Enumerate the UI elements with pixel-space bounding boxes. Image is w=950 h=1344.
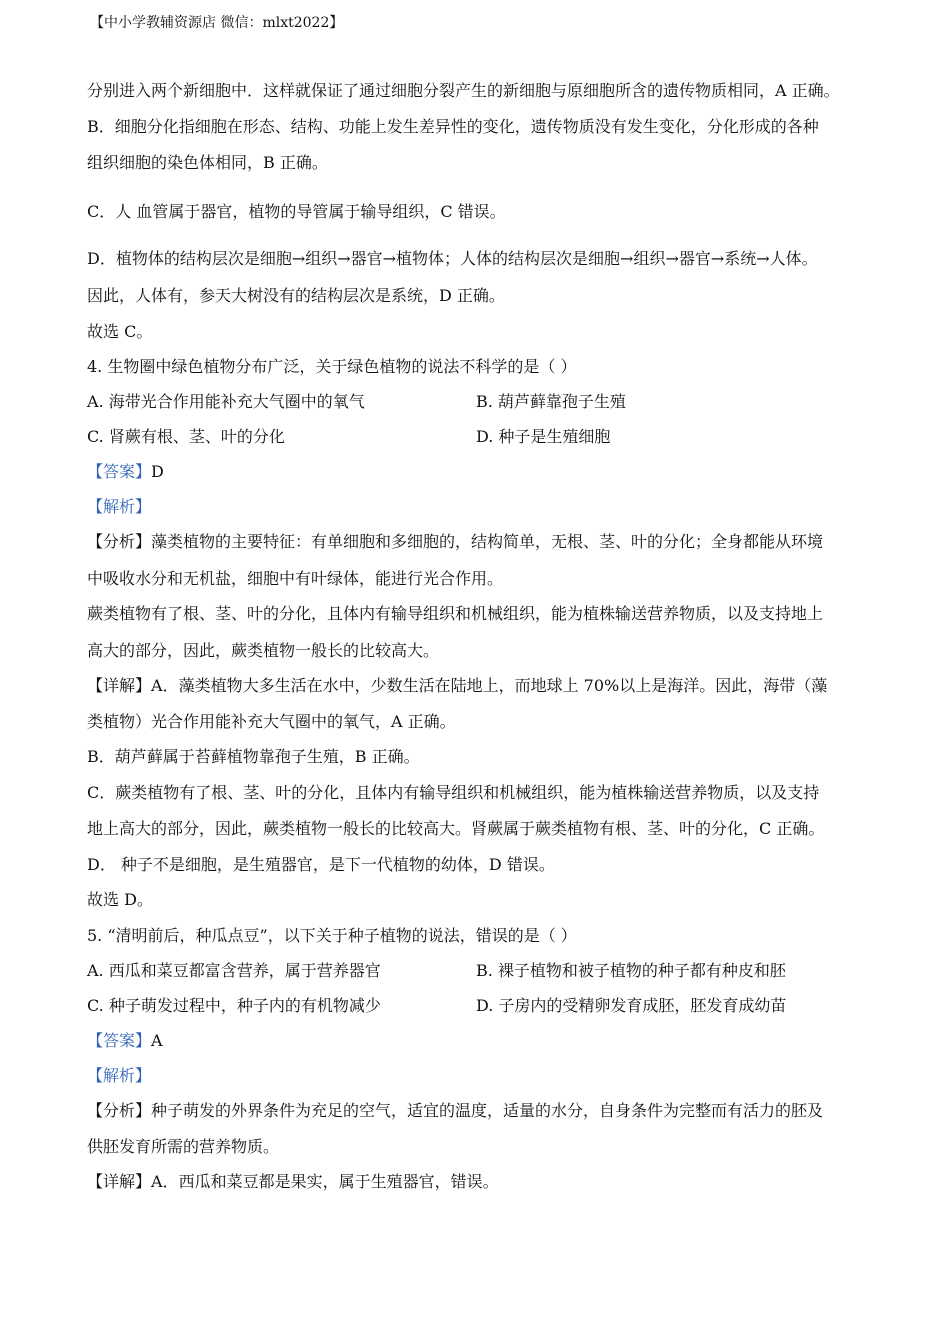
q4-xiangjie-line: 类植物）光合作用能补充大气圈中的氧气，A 正确。 bbox=[87, 712, 456, 731]
answer-value: D bbox=[151, 462, 164, 481]
fenxi-tag: 【分析】 bbox=[87, 532, 152, 551]
q4-xiangjie-line: 地上高大的部分，因此，蕨类植物一般长的比较高大。肾蕨属于蕨类植物有根、茎、叶的分化，C 正确。 bbox=[87, 819, 825, 838]
q5-analysis-tag: 【解析】 bbox=[87, 1066, 152, 1085]
q5-option-b: B. 裸子植物和被子植物的种子都有种皮和胚 bbox=[476, 961, 786, 980]
paragraph-line: 组织细胞的染色体相同，B 正确。 bbox=[87, 153, 328, 172]
q4-option-b: B. 葫芦藓靠孢子生殖 bbox=[476, 392, 626, 411]
q4-option-d: D. 种子是生殖细胞 bbox=[476, 427, 611, 446]
answer-tag: 【答案】 bbox=[87, 462, 152, 481]
q4-analysis-tag: 【解析】 bbox=[87, 497, 152, 516]
paragraph-line: 分别进入两个新细胞中．这样就保证了通过细胞分裂产生的新细胞与原细胞所含的遗传物质相同，A 正确。 bbox=[87, 81, 840, 100]
q4-answer bbox=[87, 462, 164, 482]
q4-xiangjie-line: B．葫芦藓属于苔藓植物靠孢子生殖，B 正确。 bbox=[87, 747, 420, 766]
q5-option-a: A. 西瓜和菜豆都富含营养，属于营养器官 bbox=[87, 961, 381, 980]
question-5-stem: 5. “清明前后，种瓜点豆”，以下关于种子植物的说法，错误的是（ ） bbox=[87, 926, 577, 945]
q5-option-d: D. 子房内的受精卵发育成胚，胚发育成幼苗 bbox=[476, 996, 787, 1015]
q4-xiangjie-line: D． 种子不是细胞，是生殖器官，是下一代植物的幼体，D 错误。 bbox=[87, 855, 555, 874]
answer-tag: 【答案】 bbox=[87, 1031, 152, 1050]
q5-xiangjie-line bbox=[87, 1172, 499, 1192]
q4-xiangjie-line bbox=[87, 676, 827, 696]
answer-value: A bbox=[151, 1031, 163, 1050]
q4-xiangjie-line: 故选 D。 bbox=[87, 890, 153, 909]
q5-option-c: C. 种子萌发过程中，种子内的有机物减少 bbox=[87, 996, 381, 1015]
fenxi-text: 种子萌发的外界条件为充足的空气，适宜的温度，适量的水分，自身条件为完整而有活力的胚及 bbox=[151, 1101, 824, 1120]
paragraph-line: D．植物体的结构层次是细胞→组织→器官→植物体；人体的结构层次是细胞→组织→器官→系统→人体。 bbox=[87, 249, 818, 268]
q4-option-a: A. 海带光合作用能补充大气圈中的氧气 bbox=[87, 392, 365, 411]
q4-fenxi-line: 高大的部分，因此，蕨类植物一般长的比较高大。 bbox=[87, 641, 440, 660]
paragraph-line: C．人 血管属于器官，植物的导管属于输导组织，C 错误。 bbox=[87, 202, 506, 221]
xiangjie-tag: 【详解】 bbox=[87, 676, 152, 695]
xiangjie-text: A．西瓜和菜豆都是果实，属于生殖器官，错误。 bbox=[151, 1172, 499, 1191]
paragraph-line: B．细胞分化指细胞在形态、结构、功能上发生差异性的变化，遗传物质没有发生变化，分化形成的各种 bbox=[87, 117, 819, 136]
q4-xiangjie-line: C．蕨类植物有了根、茎、叶的分化，且体内有输导组织和机械组织，能为植株输送营养物质，以及支持 bbox=[87, 783, 820, 802]
paragraph-line: 因此，人体有，参天大树没有的结构层次是系统，D 正确。 bbox=[87, 286, 505, 305]
question-4-stem: 4. 生物圈中绿色植物分布广泛，关于绿色植物的说法不科学的是（ ） bbox=[87, 357, 577, 376]
xiangjie-tag: 【详解】 bbox=[87, 1172, 152, 1191]
fenxi-text: 藻类植物的主要特征：有单细胞和多细胞的，结构简单，无根、茎、叶的分化；全身都能从环境 bbox=[151, 532, 824, 551]
xiangjie-text: A．藻类植物大多生活在水中，少数生活在陆地上，而地球上 70%以上是海洋。因此，海带（藻 bbox=[151, 676, 828, 695]
q4-fenxi-line: 蕨类植物有了根、茎、叶的分化，且体内有输导组织和机械组织，能为植株输送营养物质，以及支持地上 bbox=[87, 604, 824, 623]
q5-fenxi-line bbox=[87, 1101, 823, 1121]
fenxi-tag: 【分析】 bbox=[87, 1101, 152, 1120]
paragraph-line: 故选 C。 bbox=[87, 322, 153, 341]
q5-answer bbox=[87, 1031, 163, 1051]
q5-fenxi-line: 供胚发育所需的营养物质。 bbox=[87, 1137, 280, 1156]
q4-fenxi-line: 中吸收水分和无机盐，细胞中有叶绿体，能进行光合作用。 bbox=[87, 569, 504, 588]
q4-fenxi-line bbox=[87, 532, 823, 552]
q4-option-c: C. 肾蕨有根、茎、叶的分化 bbox=[87, 427, 285, 446]
page-header: 【中小学教辅资源店 微信：mlxt2022】 bbox=[90, 15, 344, 31]
